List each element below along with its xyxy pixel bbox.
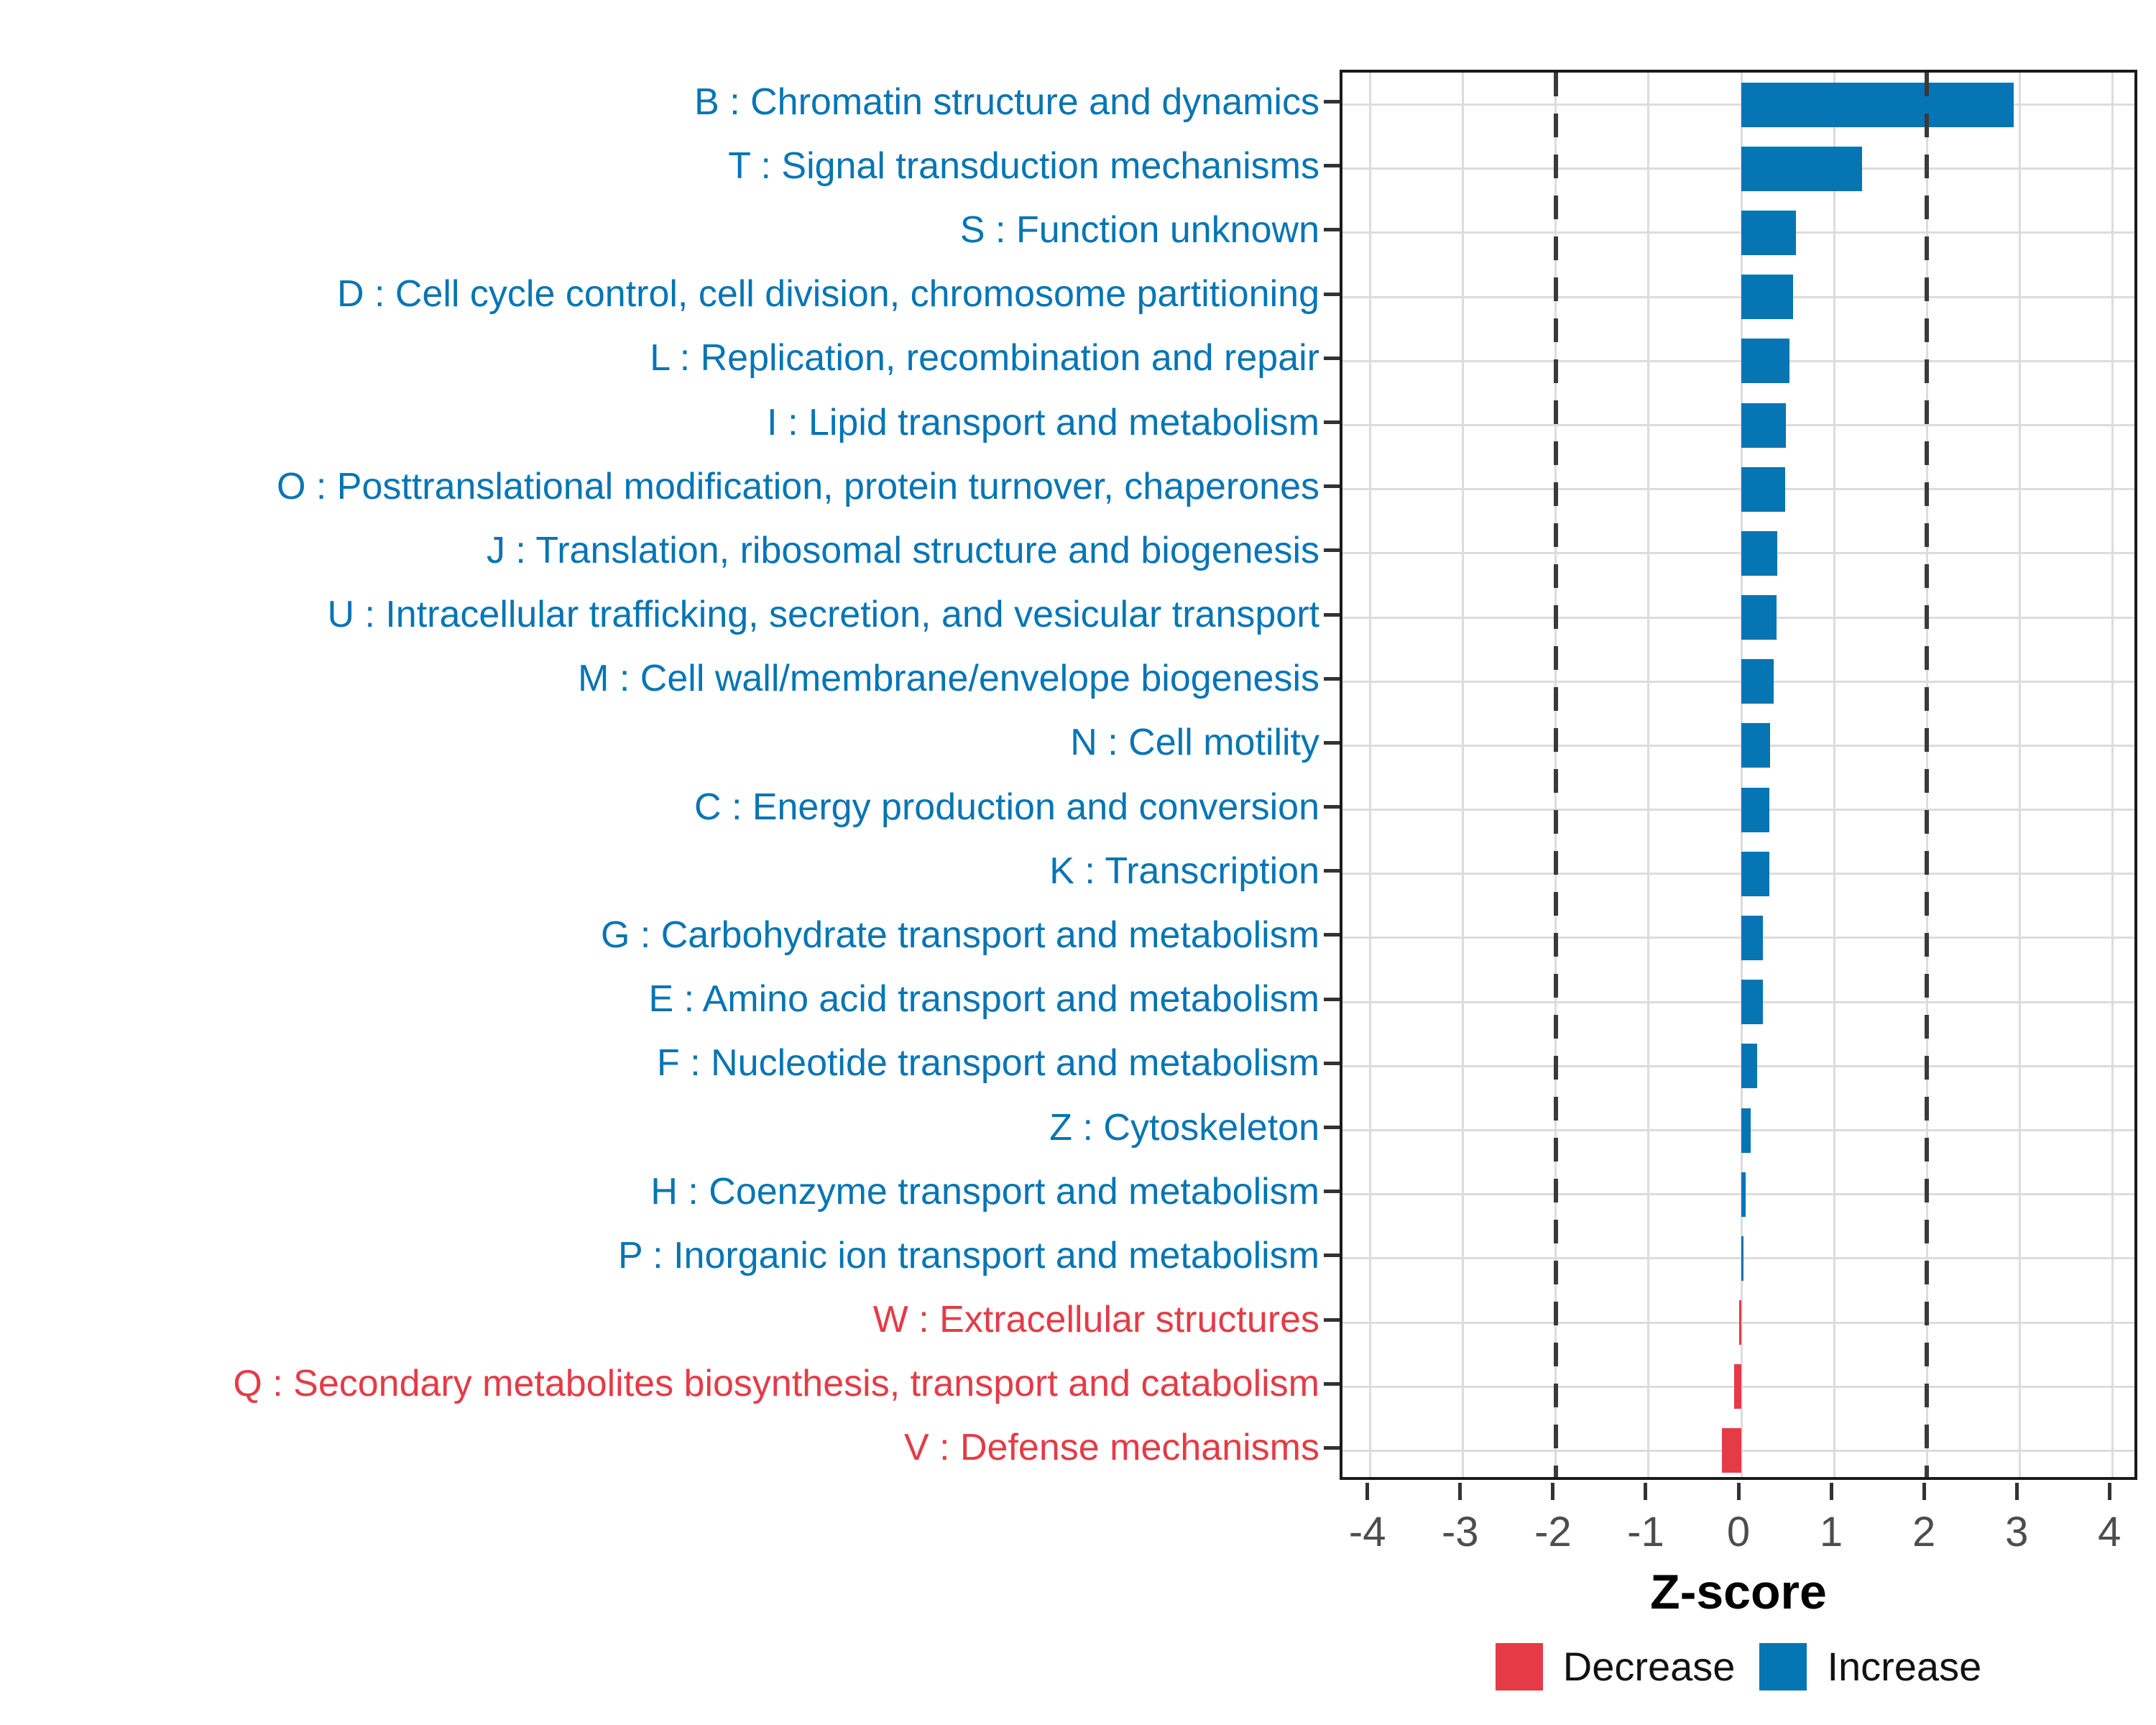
x-tick-label: -2 bbox=[1534, 1509, 1572, 1555]
gridline-y bbox=[1342, 1001, 2134, 1003]
bar-J bbox=[1741, 531, 1777, 576]
category-label: T : Signal transduction mechanisms bbox=[728, 144, 1319, 187]
x-tick bbox=[1922, 1483, 1926, 1500]
x-axis-title: Z-score bbox=[1650, 1565, 1827, 1619]
category-label: B : Chromatin structure and dynamics bbox=[694, 80, 1319, 123]
gridline-y bbox=[1342, 1129, 2134, 1131]
category-label: K : Transcription bbox=[1049, 850, 1319, 892]
y-tick bbox=[1324, 164, 1340, 167]
x-tick-label: -1 bbox=[1627, 1509, 1664, 1555]
gridline-x bbox=[1833, 73, 1835, 1477]
gridline-y bbox=[1342, 617, 2134, 619]
bar-W bbox=[1739, 1300, 1741, 1345]
x-tick-label: -3 bbox=[1441, 1509, 1479, 1555]
x-tick-label: 2 bbox=[1912, 1509, 1936, 1555]
bar-K bbox=[1741, 852, 1769, 896]
decrease-swatch-icon bbox=[1496, 1643, 1543, 1690]
category-label: D : Cell cycle control, cell division, chromosome partitioning bbox=[337, 273, 1319, 316]
y-tick bbox=[1324, 228, 1340, 231]
category-label: O : Posttranslational modification, protein turnover, chaperones bbox=[276, 465, 1319, 507]
gridline-x bbox=[1647, 73, 1649, 1477]
category-label: M : Cell wall/membrane/envelope biogenesis bbox=[578, 658, 1319, 700]
bar-H bbox=[1741, 1172, 1746, 1217]
category-label: Q : Secondary metabolites biosynthesis, transport and catabolism bbox=[233, 1363, 1319, 1405]
y-tick bbox=[1324, 869, 1340, 873]
x-tick bbox=[1365, 1483, 1369, 1500]
y-tick bbox=[1324, 293, 1340, 296]
bar-G bbox=[1741, 916, 1763, 960]
x-tick-label: 4 bbox=[2098, 1509, 2122, 1555]
gridline-y bbox=[1342, 937, 2134, 939]
y-tick bbox=[1324, 741, 1340, 745]
category-label: J : Translation, ribosomal structure and biogenesis bbox=[486, 529, 1319, 571]
bar-M bbox=[1741, 659, 1774, 704]
y-tick bbox=[1324, 356, 1340, 360]
legend-item-decrease bbox=[1496, 1643, 1736, 1690]
bar-T bbox=[1741, 147, 1862, 191]
y-tick bbox=[1324, 677, 1340, 681]
bar-P bbox=[1741, 1236, 1743, 1281]
y-tick bbox=[1324, 998, 1340, 1001]
gridline-y bbox=[1342, 1193, 2134, 1195]
bar-U bbox=[1741, 595, 1777, 640]
gridline-y bbox=[1342, 1257, 2134, 1259]
bar-L bbox=[1741, 339, 1789, 383]
y-tick bbox=[1324, 933, 1340, 937]
legend-item-increase bbox=[1759, 1643, 1981, 1690]
x-tick-label: 3 bbox=[2005, 1509, 2029, 1555]
gridline-y bbox=[1342, 552, 2134, 554]
bar-C bbox=[1741, 788, 1769, 832]
category-label: C : Energy production and conversion bbox=[694, 786, 1319, 828]
y-tick bbox=[1324, 1446, 1340, 1450]
category-label: I : Lipid transport and metabolism bbox=[767, 401, 1319, 443]
category-label: P : Inorganic ion transport and metabolism bbox=[617, 1234, 1319, 1276]
reference-line bbox=[1925, 73, 1929, 1477]
category-label: L : Replication, recombination and repair bbox=[650, 337, 1319, 380]
x-tick-label: -4 bbox=[1348, 1509, 1386, 1555]
y-tick bbox=[1324, 548, 1340, 552]
y-tick bbox=[1324, 100, 1340, 104]
gridline-y bbox=[1342, 296, 2134, 298]
gridline-y bbox=[1342, 167, 2134, 170]
gridline-x bbox=[2111, 73, 2114, 1477]
bar-D bbox=[1741, 275, 1793, 319]
legend-label-decrease: Decrease bbox=[1562, 1644, 1736, 1689]
category-label: E : Amino acid transport and metabolism bbox=[648, 978, 1319, 1021]
gridline-y bbox=[1342, 1322, 2134, 1324]
x-tick bbox=[2108, 1483, 2111, 1500]
bar-Z bbox=[1741, 1108, 1751, 1153]
plot-area bbox=[1342, 73, 2134, 1477]
bar-Q bbox=[1734, 1364, 1741, 1409]
category-label: Z : Cytoskeleton bbox=[1049, 1106, 1319, 1149]
increase-swatch-icon bbox=[1759, 1643, 1807, 1690]
gridline-x bbox=[1462, 73, 1464, 1477]
reference-line bbox=[1554, 73, 1558, 1477]
gridline-y bbox=[1342, 809, 2134, 811]
gridline-y bbox=[1342, 424, 2134, 426]
legend-label-increase: Increase bbox=[1827, 1644, 1982, 1689]
y-tick bbox=[1324, 1126, 1340, 1129]
x-tick bbox=[1458, 1483, 1462, 1500]
gridline-y bbox=[1342, 681, 2134, 683]
bar-E bbox=[1741, 980, 1763, 1024]
y-tick bbox=[1324, 1062, 1340, 1065]
y-tick bbox=[1324, 805, 1340, 809]
y-tick bbox=[1324, 1382, 1340, 1386]
x-tick bbox=[1830, 1483, 1833, 1500]
y-tick bbox=[1324, 1190, 1340, 1193]
y-tick bbox=[1324, 484, 1340, 488]
bar-B bbox=[1741, 83, 2014, 127]
category-label: V : Defense mechanisms bbox=[903, 1427, 1319, 1469]
gridline-y bbox=[1342, 231, 2134, 234]
plot-panel bbox=[1340, 70, 2137, 1480]
category-label: W : Extracellular structures bbox=[872, 1299, 1319, 1341]
y-tick bbox=[1324, 613, 1340, 617]
gridline-y bbox=[1342, 488, 2134, 490]
category-label: N : Cell motility bbox=[1070, 722, 1319, 764]
gridline-x bbox=[1369, 73, 1371, 1477]
y-tick bbox=[1324, 1254, 1340, 1257]
bar-O bbox=[1741, 467, 1785, 512]
category-label: S : Function unknown bbox=[959, 208, 1319, 251]
gridline-y bbox=[1342, 745, 2134, 747]
gridline-y bbox=[1342, 360, 2134, 362]
gridline-x bbox=[2019, 73, 2021, 1477]
bar-F bbox=[1741, 1044, 1757, 1088]
y-tick bbox=[1324, 420, 1340, 424]
category-label: F : Nucleotide transport and metabolism bbox=[657, 1042, 1319, 1085]
y-tick bbox=[1324, 1318, 1340, 1322]
legend bbox=[1340, 1640, 2137, 1693]
x-tick bbox=[1644, 1483, 1647, 1500]
x-tick bbox=[2015, 1483, 2019, 1500]
x-tick bbox=[1551, 1483, 1554, 1500]
x-tick-label: 0 bbox=[1726, 1509, 1751, 1555]
category-label: H : Coenzyme transport and metabolism bbox=[650, 1170, 1319, 1213]
category-label: U : Intracellular trafficking, secretion, and vesicular transport bbox=[327, 594, 1319, 636]
gridline-y bbox=[1342, 873, 2134, 875]
gridline-y bbox=[1342, 1065, 2134, 1067]
category-label: G : Carbohydrate transport and metabolism bbox=[600, 914, 1319, 956]
x-tick-label: 1 bbox=[1819, 1509, 1843, 1555]
bar-I bbox=[1741, 403, 1786, 448]
gridline-y bbox=[1342, 104, 2134, 106]
bar-S bbox=[1741, 211, 1796, 255]
bar-N bbox=[1741, 723, 1770, 768]
bar-V bbox=[1722, 1428, 1741, 1473]
x-tick bbox=[1737, 1483, 1741, 1500]
